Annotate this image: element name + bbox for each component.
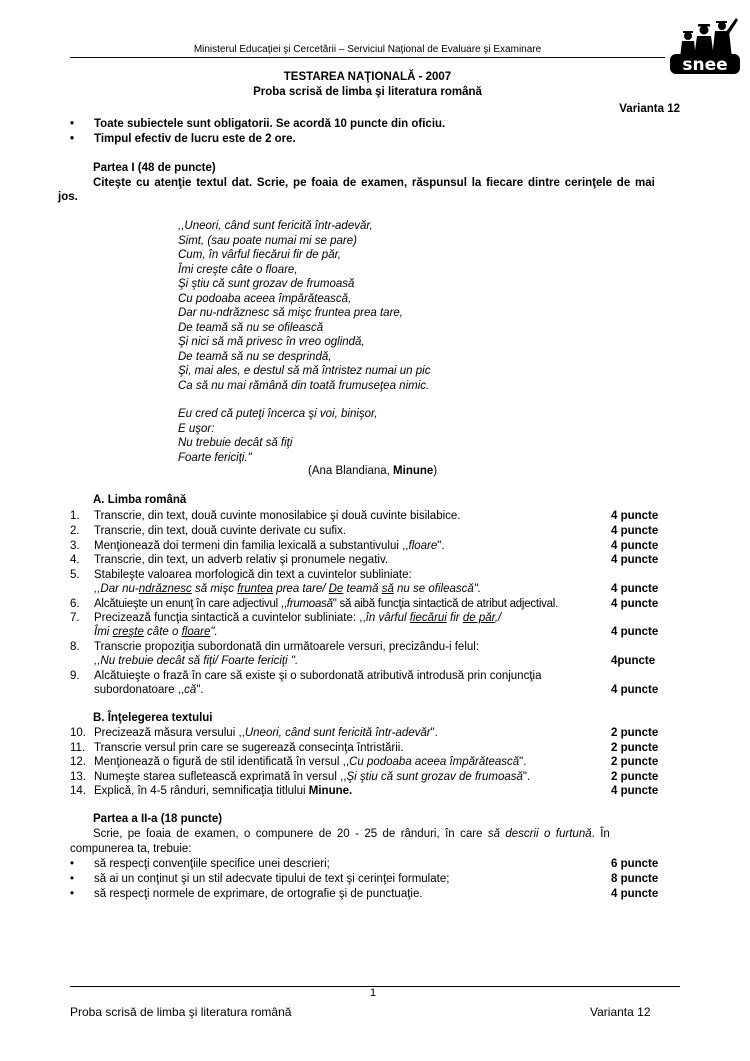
poem-stanza-1 xyxy=(178,219,430,393)
poem-line: Îmi creşte câte o floare, xyxy=(178,263,298,276)
part1-heading: Partea I (48 de puncte) xyxy=(93,162,216,174)
poem-line: Simt, (sau poate numai mi se pare) xyxy=(178,234,357,247)
points: 8 puncte xyxy=(611,873,659,885)
points: 4 puncte xyxy=(611,684,659,696)
part2-intro-end: compunerea ta, trebuie: xyxy=(70,843,192,855)
points: 4 puncte xyxy=(611,554,659,566)
poem-line: E uşor: xyxy=(178,422,215,435)
poem-line: Şi ştiu că sunt grozav de frumoasă xyxy=(178,278,355,290)
poem-line: Cu podoaba aceea împărătească, xyxy=(178,292,352,305)
page-number: 1 xyxy=(370,987,377,999)
points: 4 puncte xyxy=(611,510,659,522)
points: 4 puncte xyxy=(611,785,659,797)
points: 4 puncte xyxy=(611,540,659,552)
poem-line: Eu cred că puteţi încerca şi voi, binişor, xyxy=(178,408,378,420)
exam-title: TESTAREA NAŢIONALĂ - 2007 xyxy=(283,71,452,83)
part2-heading: Partea a II-a (18 puncte) xyxy=(93,813,223,825)
exam-subtitle: Proba scrisă de limba şi literatura română xyxy=(253,86,482,98)
part1-instruction-end: jos. xyxy=(58,191,78,203)
points: 4 puncte xyxy=(611,598,659,610)
bullet-icon: • xyxy=(70,888,75,900)
points: 4 puncte xyxy=(611,626,659,638)
poem-source: (Ana Blandiana, Minune) xyxy=(308,465,438,477)
bullet-icon: • xyxy=(70,873,75,885)
points: 2 puncte xyxy=(611,742,659,754)
points: 4 puncte xyxy=(611,888,659,900)
points: 2 puncte xyxy=(611,771,659,783)
points: 4 puncte xyxy=(611,583,659,595)
poem-line: ,,Uneori, când sunt fericită într-adevăr, xyxy=(178,220,373,232)
part1-instruction: Citeşte cu atenţie textul dat. Scrie, pe foaia de examen, răspunsul la fiecare dintre cerinţele de mai xyxy=(93,177,655,189)
bullet-icon: • xyxy=(70,133,75,145)
poem-line: Nu trebuie decât să fiţi xyxy=(178,437,293,449)
poem-title: Minune xyxy=(393,465,434,477)
points: 6 puncte xyxy=(611,858,659,870)
points: 2 puncte xyxy=(611,727,659,739)
points: 4puncte xyxy=(611,655,656,667)
variant-label: Varianta 12 xyxy=(619,103,680,115)
sectionB-heading: B. Înţelegerea textului xyxy=(93,712,213,724)
poem-line: Şi nici să mă privesc în vreo oglindă, xyxy=(178,336,365,348)
bullet-icon: • xyxy=(70,118,75,130)
poem-line: Şi, mai ales, e destul să mă întristez numai un pic xyxy=(178,365,431,377)
poem-line: Foarte fericiţi." xyxy=(178,451,252,464)
poem-line: De teamă să nu se desprindă, xyxy=(178,350,332,363)
poem-stanza-2 xyxy=(178,407,377,465)
ministry-header: Ministerul Educaţiei şi Cercetării – Serviciul Naţional de Evaluare şi Examinare xyxy=(193,44,542,55)
sectionA-heading: A. Limba română xyxy=(93,494,187,506)
poem-line: De teamă să nu se ofilească xyxy=(178,321,324,334)
footer-right: Varianta 12 xyxy=(590,1005,651,1019)
poem-line: Dar nu-ndrăznesc să mişc fruntea prea tare, xyxy=(178,307,403,319)
bullet-icon: • xyxy=(70,858,75,870)
poem-line: Ca să nu mai rămână din toată frumuseţea nimic. xyxy=(178,379,430,392)
logo-text: snee xyxy=(682,55,728,75)
snee-logo xyxy=(668,14,742,76)
points: 2 puncte xyxy=(611,756,659,768)
points: 4 puncte xyxy=(611,525,659,537)
header-divider xyxy=(70,57,665,58)
poem-line: Cum, în vârful fiecărui fir de păr, xyxy=(178,249,341,261)
footer-left: Proba scrisă de limba şi literatura română xyxy=(70,1005,292,1019)
part2-intro: Scrie, pe foaia de examen, o compunere de 20 - 25 de rânduri, în care să descrii o furtună. În xyxy=(93,828,610,840)
